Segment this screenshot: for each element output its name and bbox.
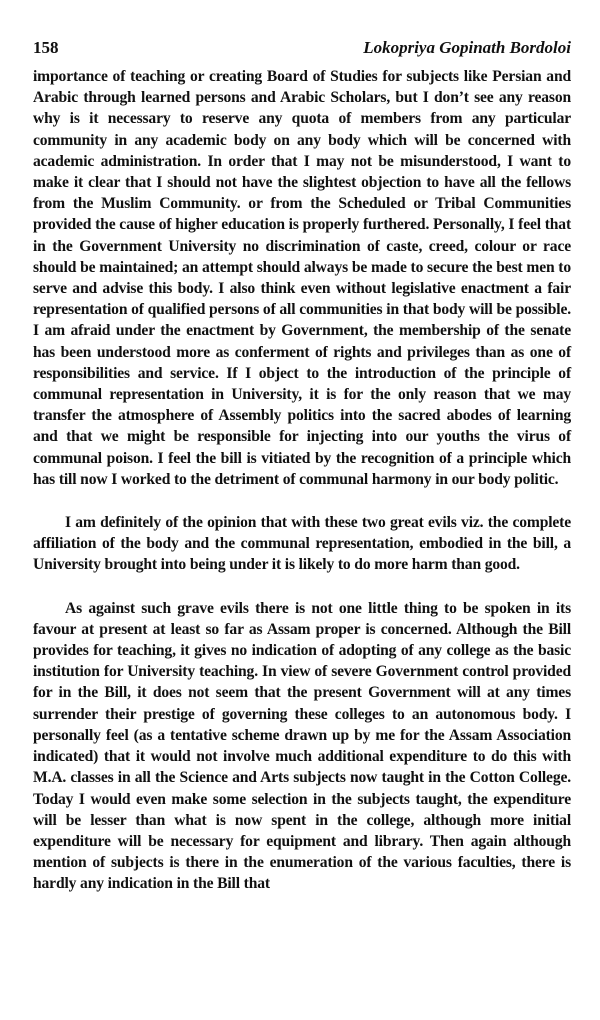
- page-number: 158: [33, 38, 59, 57]
- book-page: [33, 38, 571, 895]
- running-title: Lokopriya Gopinath Bordoloi: [363, 38, 571, 57]
- paragraph-continued: importance of teaching or creating Board of Studies for subjects like Persian and Arabic through learned persons and Arabic Scholars, but I don’t see any reason why is it necessary to reserve any quota of members from any particular community in any academic body on any body which will be concerned with academic administration. In order that I may not be misunderstood, I want to make it clear that I should not have the slightest objection to have all the fellows from the Muslim Community. or from the Scheduled or Tribal Communities provided the cause of higher education is properly furthered. Personally, I feel that in the Government University no discrimination of caste, creed, colour or race should be maintained; an attempt should always be made to secure the best men to serve and advise this body. I also think even without legislative enactment a fair representation of qualified persons of all communities in that body will be possible. I am afraid under the enactment by Government, the membership of the senate has been understood more as conferment of rights and privileges than as one of responsibilities and service. If I object to the introduction of the principle of communal representation in University, it is for the only reason that we may transfer the atmosphere of Assembly politics into the sacred abodes of learning and that we might be responsible for injecting into our youths the virus of communal poison. I feel the bill is vitiated by the recognition of a principle which has till now I worked to the detriment of communal harmony in our body politic.: [33, 68, 571, 488]
- paragraph-gap: [33, 576, 571, 598]
- running-header: [33, 38, 571, 62]
- paragraph-grave-evils: As against such grave evils there is not one little thing to be spoken in its favour at present at least so far as Assam proper is concerned. Although the Bill provides for teaching, it gives no indication of adopting of any college as the basic institution for University teaching. In view of severe Government control provided for in the Bill, it does not seem that the present Government will at any times surrender their prestige of governing these colleges to an autonomous body. I personally feel (as a tentative scheme drawn up by me for the Assam Association indicated) that it would not involve much additional expenditure to do this with M.A. classes in all the Science and Arts subjects now taught in the Cotton College. Today I would even make some selection in the subjects taught, the expenditure will be lesser than what is now spent in the college, although more initial expenditure will be necessary for equipment and library. Then again although mention of subjects is there in the enumeration of the various faculties, there is hardly any indication in the Bill that: [33, 599, 571, 893]
- paragraph-opinion: I am definitely of the opinion that with these two great evils viz. the complete affiliation of the body and the communal representation, embodied in the bill, a University brought into being under it is likely to do more harm than good.: [33, 514, 571, 574]
- paragraph-gap: [33, 490, 571, 512]
